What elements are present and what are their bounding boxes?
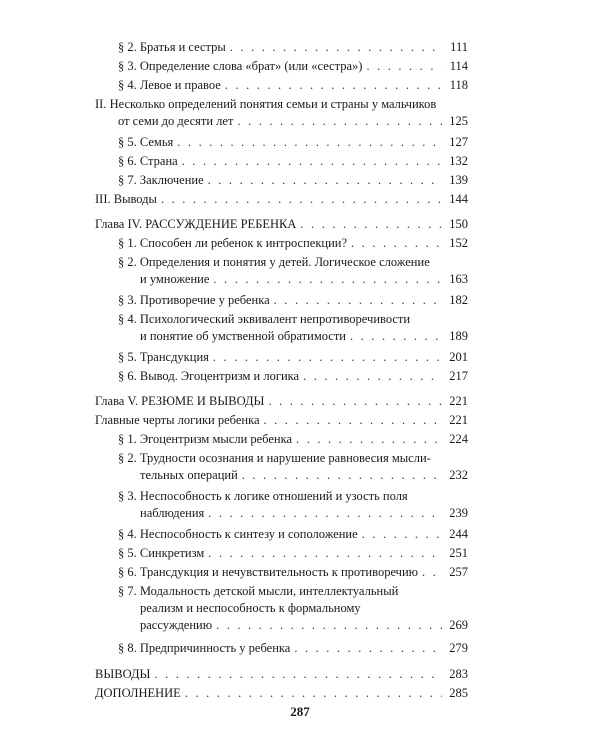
toc-entry	[118, 153, 468, 170]
toc-page-number: 118	[449, 78, 468, 92]
dot-leader	[242, 467, 442, 484]
toc-entry-title-line: § 2. Трудности осознания и нарушение равновесия мысли-	[118, 451, 431, 465]
toc-entry-title: и понятие об умственной обратимости	[140, 329, 346, 343]
toc-entry	[95, 216, 468, 233]
toc-page-number: 139	[449, 173, 468, 187]
dot-leader	[350, 328, 442, 345]
toc-entry-title: § 7. Заключение	[118, 173, 204, 187]
dot-leader	[213, 271, 442, 288]
toc-entry-title: наблюдения	[140, 506, 205, 520]
toc-entry-title: рассуждению	[140, 618, 213, 632]
toc-entry-title: Глава IV. РАССУЖДЕНИЕ РЕБЕНКА	[95, 217, 297, 231]
toc-entry-title-line: § 2. Определения и понятия у детей. Логическое сложение	[118, 255, 430, 269]
dot-leader	[366, 58, 442, 75]
dot-leader	[216, 617, 442, 634]
toc-page-number: 221	[449, 413, 468, 427]
toc-entry	[118, 349, 468, 366]
toc-page-number: 279	[449, 641, 468, 655]
toc-entry-title: и умножение	[140, 272, 210, 286]
toc-entry-title-line: реализм и неспособность к формальному	[140, 601, 361, 615]
toc-page-number: 239	[449, 506, 468, 520]
toc-page-number: 244	[449, 527, 468, 541]
toc-entry	[95, 96, 468, 130]
toc-entry	[118, 526, 468, 543]
dot-leader	[213, 349, 442, 366]
toc-entry-title: III. Выводы	[95, 192, 157, 206]
toc-entry-title: от семи до десяти лет	[118, 114, 234, 128]
toc-entry-title: § 3. Определение слова «брат» (или «сестра»)	[118, 59, 363, 73]
toc-entry-title: § 1. Эгоцентризм мысли ребенка	[118, 432, 293, 446]
toc-entry-title: § 6. Трансдукция и нечувствительность к противоречию	[118, 565, 418, 579]
dot-leader	[362, 526, 442, 543]
toc-page-number: 132	[449, 154, 468, 168]
toc-entry	[118, 39, 468, 56]
toc-page-number: 251	[449, 546, 468, 560]
toc-entry-title: § 5. Синкретизм	[118, 546, 205, 560]
dot-leader	[268, 393, 442, 410]
toc-entry	[118, 58, 468, 75]
toc-entry-title: ВЫВОДЫ	[95, 667, 151, 681]
toc-entry	[118, 77, 468, 94]
toc-page-number: 111	[450, 40, 468, 54]
toc-entry	[95, 685, 468, 702]
dot-leader	[264, 412, 443, 429]
toc-entry-title: § 6. Страна	[118, 154, 178, 168]
dot-leader	[182, 153, 442, 170]
toc-entry-title: § 6. Вывод. Эгоцентризм и логика	[118, 369, 300, 383]
toc-entry	[118, 545, 468, 562]
toc-entry	[118, 488, 468, 522]
toc-entry-title: § 3. Противоречие у ребенка	[118, 293, 270, 307]
dot-leader	[225, 77, 442, 94]
toc-entry-title-line: II. Несколько определений понятия семьи и страны у мальчиков	[95, 97, 437, 111]
toc-page-number: 125	[449, 114, 468, 128]
toc-entry	[118, 583, 468, 634]
dot-leader	[208, 545, 442, 562]
toc-entry-title-line: § 3. Неспособность к логике отношений и узость поля	[118, 489, 408, 503]
dot-leader	[161, 191, 442, 208]
toc-page-number: 224	[449, 432, 468, 446]
toc-page-number: 269	[449, 618, 468, 632]
dot-leader	[177, 134, 442, 151]
toc-page-number: 152	[449, 236, 468, 250]
toc-page-number: 127	[449, 135, 468, 149]
toc-entry	[118, 431, 468, 448]
toc-entry	[118, 134, 468, 151]
toc-entry	[118, 254, 468, 288]
toc-entry-title: § 2. Братья и сестры	[118, 40, 226, 54]
toc-page-number: 257	[449, 565, 468, 579]
page-number: 287	[290, 704, 310, 719]
toc-entry-title: Главные черты логики ребенка	[95, 413, 260, 427]
toc-page-number: 283	[449, 667, 468, 681]
dot-leader	[300, 216, 442, 233]
toc-entry-title: § 4. Левое и правое	[118, 78, 221, 92]
toc-page-number: 182	[449, 293, 468, 307]
toc-page-number: 217	[449, 369, 468, 383]
toc-page-number: 114	[449, 59, 468, 73]
dot-leader	[422, 564, 442, 581]
dot-leader	[296, 431, 442, 448]
toc-entry-title: § 5. Семья	[118, 135, 174, 149]
toc-entry	[118, 235, 468, 252]
toc-entry	[118, 368, 468, 385]
dot-leader	[274, 292, 442, 309]
toc-page-number: 189	[449, 329, 468, 343]
toc-page-number: 163	[449, 272, 468, 286]
dot-leader	[237, 113, 442, 130]
toc-page-number: 144	[449, 192, 468, 206]
toc-entry	[118, 640, 468, 657]
toc-entry	[118, 172, 468, 189]
toc-entry	[95, 191, 468, 208]
dot-leader	[294, 640, 442, 657]
dot-leader	[185, 685, 442, 702]
dot-leader	[230, 39, 442, 56]
toc-entry-title-line: § 4. Психологический эквивалент непротиворечивости	[118, 312, 411, 326]
toc-entry-title: Глава V. РЕЗЮМЕ И ВЫВОДЫ	[95, 394, 265, 408]
dot-leader	[351, 235, 442, 252]
toc-entry	[118, 311, 468, 345]
toc-page-number: 201	[449, 350, 468, 364]
toc-entry-title-line: § 7. Модальность детской мысли, интеллектуальный	[118, 584, 399, 598]
dot-leader	[208, 505, 442, 522]
toc-entry	[118, 292, 468, 309]
toc-page-number: 150	[449, 217, 468, 231]
toc-entry	[118, 564, 468, 581]
dot-leader	[208, 172, 442, 189]
toc-entry-title: тельных операций	[140, 468, 238, 482]
toc-entry-title: § 5. Трансдукция	[118, 350, 209, 364]
toc-entry	[95, 666, 468, 683]
dot-leader	[303, 368, 442, 385]
toc-page-number: 285	[449, 686, 468, 700]
toc-entry-title: § 1. Способен ли ребенок к интроспекции?	[118, 236, 348, 250]
dot-leader	[154, 666, 442, 683]
toc-entry-title: ДОПОЛНЕНИЕ	[95, 686, 181, 700]
toc-entry-title: § 4. Неспособность к синтезу и соположение	[118, 527, 358, 541]
toc-page-number: 232	[449, 468, 468, 482]
toc-entry	[95, 393, 468, 410]
toc-entry	[118, 450, 468, 484]
toc-page-number: 221	[449, 394, 468, 408]
toc-entry	[95, 412, 468, 429]
toc-entry-title: § 8. Предпричинность у ребенка	[118, 641, 291, 655]
